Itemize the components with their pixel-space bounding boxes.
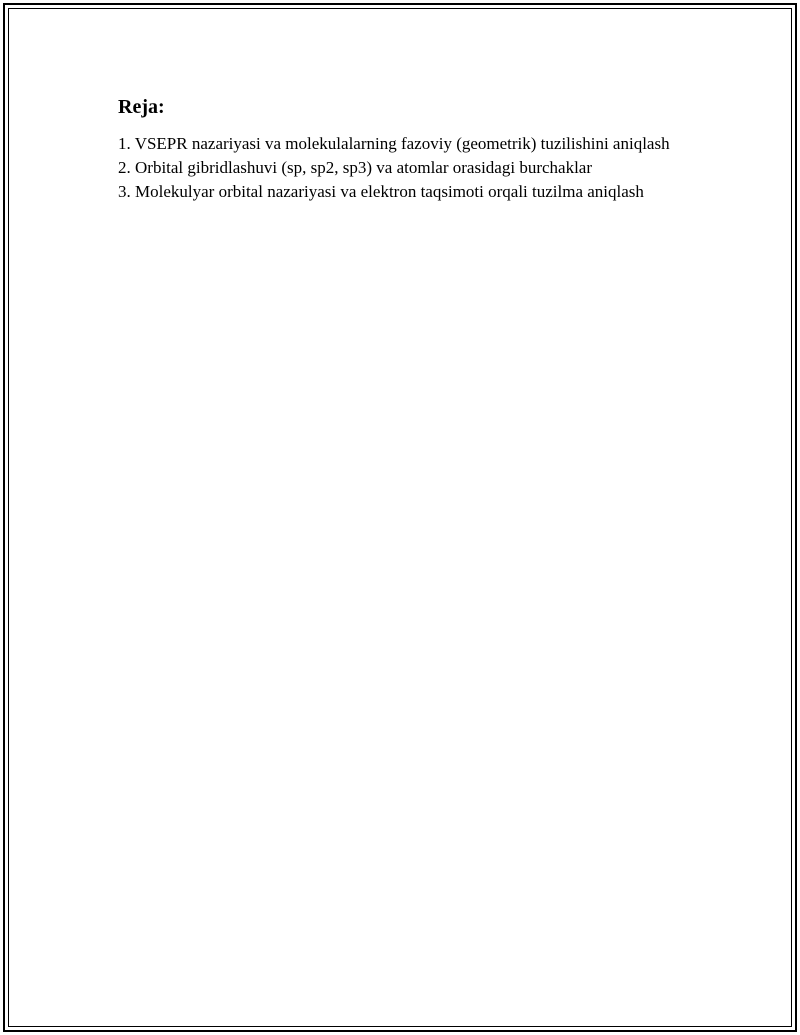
plan-list [118,132,678,204]
plan-item-3: 3. Molekulyar orbital nazariyasi va elektron taqsimoti orqali tuzilma aniqlash [118,182,644,201]
document-content [118,94,678,204]
plan-item-1: 1. VSEPR nazariyasi va molekulalarning fazoviy (geometrik) tuzilishini aniqlash [118,134,670,153]
plan-title: Reja: [118,96,165,118]
plan-item-2: 2. Orbital gibridlashuvi (sp, sp2, sp3) va atomlar orasidagi burchaklar [118,158,592,177]
